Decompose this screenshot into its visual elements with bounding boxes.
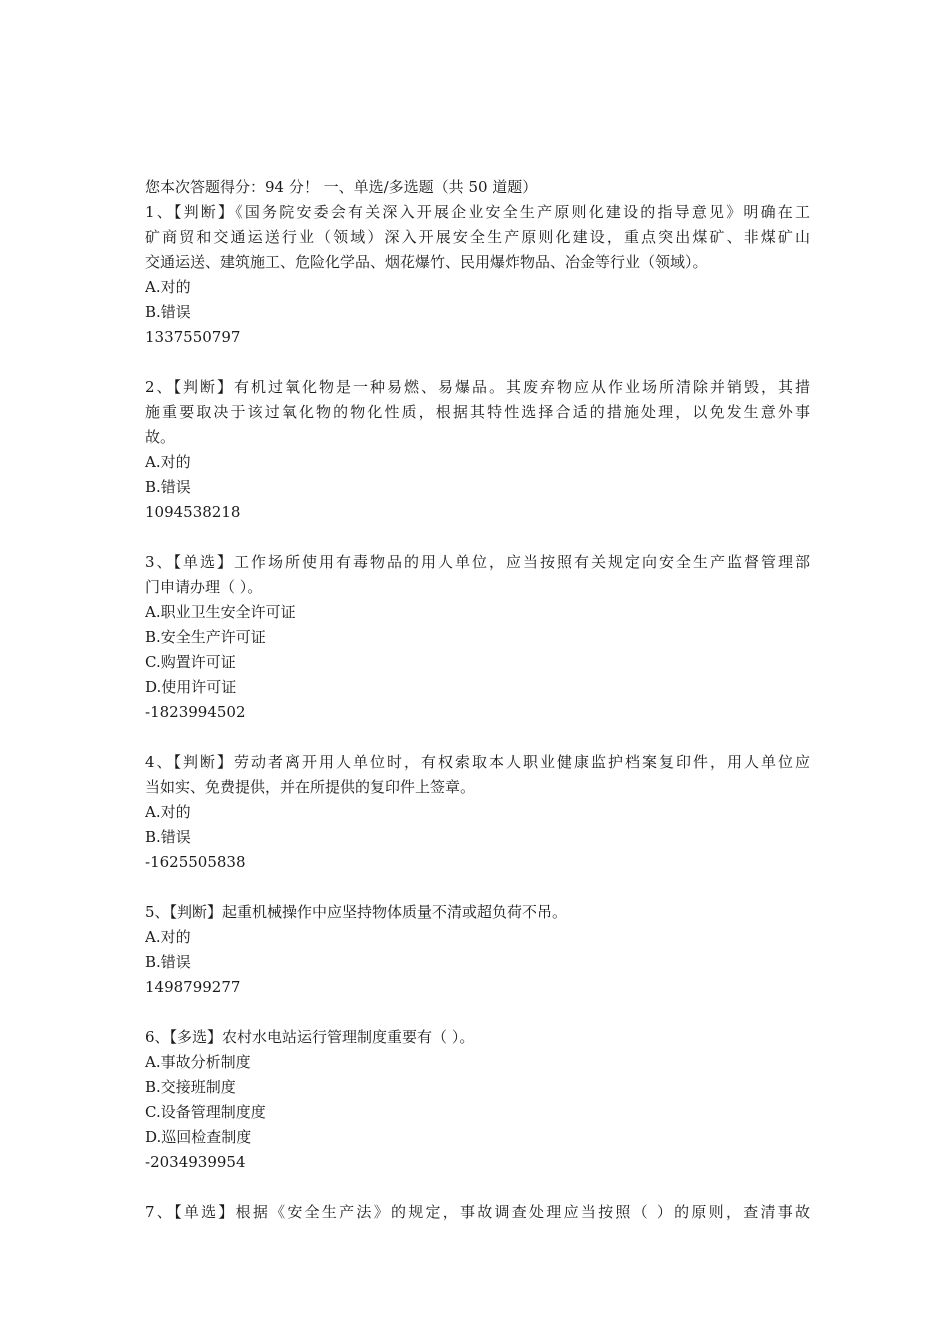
option-a: A.对的 (145, 803, 191, 821)
question-code: 1094538218 (145, 503, 241, 521)
question-text-line: 4、【判断】劳动者离开用人单位时，有权索取本人职业健康监护档案复印件，用人单位应 (145, 753, 810, 771)
question-code: 1337550797 (145, 328, 241, 346)
question-text-line: 1、【判断】《国务院安委会有关深入开展企业安全生产原则化建设的指导意见》明确在工 (145, 203, 810, 221)
option-b: B.错误 (145, 953, 191, 971)
question-2 (145, 375, 810, 525)
question-code: -2034939954 (145, 1153, 246, 1171)
question-4 (145, 750, 810, 875)
option-c: C.购置许可证 (145, 653, 236, 671)
option-a: A.对的 (145, 453, 191, 471)
option-d: D.使用许可证 (145, 678, 237, 696)
option-b: B.交接班制度 (145, 1078, 236, 1096)
question-text-line: 7、【单选】根据《安全生产法》的规定，事故调查处理应当按照（ ）的原则，查清事故 (145, 1203, 810, 1221)
question-text-line: 故。 (145, 428, 176, 446)
question-5 (145, 900, 810, 1000)
option-b: B.错误 (145, 303, 191, 321)
option-c: C.设备管理制度度 (145, 1103, 266, 1121)
question-text-line: 当如实、免费提供，并在所提供的复印件上签章。 (145, 778, 476, 796)
question-1 (145, 200, 810, 350)
question-text-line: 2、【判断】有机过氧化物是一种易燃、易爆品。其废弃物应从作业场所清除并销毁，其措 (145, 378, 810, 396)
question-text-line: 6、【多选】农村水电站运行管理制度重要有（ ）。 (145, 1028, 475, 1046)
question-3 (145, 550, 810, 725)
option-a: A.职业卫生安全许可证 (145, 603, 296, 621)
question-code: -1823994502 (145, 703, 246, 721)
question-text-line: 5、【判断】起重机械操作中应坚持物体质量不清或超负荷不吊。 (145, 903, 568, 921)
question-code: -1625505838 (145, 853, 246, 871)
question-7 (145, 1200, 810, 1225)
option-b: B.错误 (145, 478, 191, 496)
question-text-line: 施重要取决于该过氧化物的物化性质，根据其特性选择合适的措施处理，以免发生意外事 (145, 403, 810, 421)
question-text-line: 3、【单选】工作场所使用有毒物品的用人单位，应当按照有关规定向安全生产监督管理部 (145, 553, 810, 571)
option-b: B.安全生产许可证 (145, 628, 266, 646)
score-header: 您本次答题得分：94 分！ 一、单选/多选题（共 50 道题） (145, 178, 538, 196)
question-6 (145, 1025, 810, 1175)
question-text-line: 门申请办理（ ）。 (145, 578, 263, 596)
option-a: A.对的 (145, 278, 191, 296)
option-d: D.巡回检查制度 (145, 1128, 252, 1146)
question-text-line: 交通运送、建筑施工、危险化学品、烟花爆竹、民用爆炸物品、冶金等行业（领域）。 (145, 253, 708, 271)
document-body (145, 175, 810, 1225)
question-code: 1498799277 (145, 978, 241, 996)
option-a: A.事故分析制度 (145, 1053, 251, 1071)
question-text-line: 矿商贸和交通运送行业（领域）深入开展安全生产原则化建设，重点突出煤矿、非煤矿山 (145, 228, 810, 246)
option-a: A.对的 (145, 928, 191, 946)
option-b: B.错误 (145, 828, 191, 846)
